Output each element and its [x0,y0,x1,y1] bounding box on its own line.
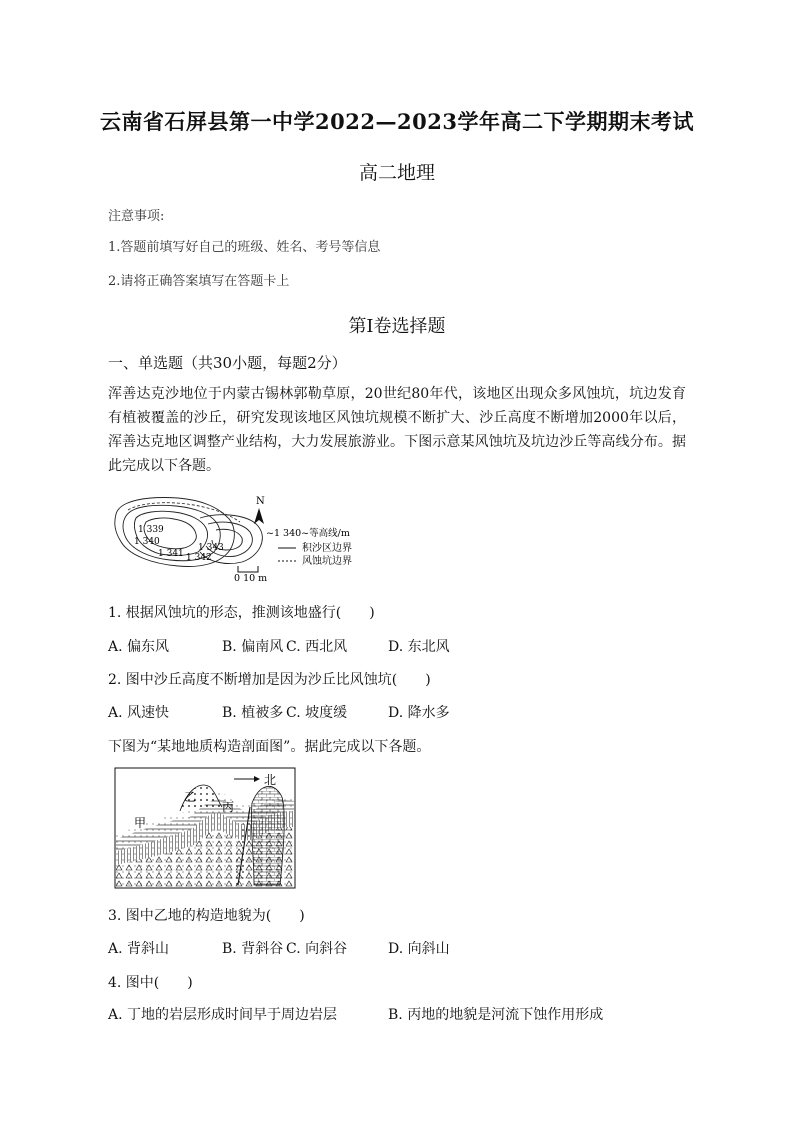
passage-2: 下图为“某地地质构造剖面图”。据此完成以下各题。 [108,739,431,755]
label-jia: 甲 [134,816,147,830]
note-item-1: 1.答题前填写好自己的班级、姓名、考号等信息 [108,240,381,255]
contour-value-1342: 1 342 [186,553,212,563]
q2-option-b[interactable]: B. 植被多 [222,705,284,721]
notes-heading: 注意事项: [108,209,165,224]
section-title: 第Ⅰ卷选择题 [348,316,446,337]
question-4-stem: 4. 图中( ) [108,975,193,991]
legend-contour: ~1 340~等高线/m [266,528,350,539]
q3-option-b[interactable]: B. 背斜谷 [222,941,284,957]
label-bing: 丙 [222,800,235,814]
figure-wind-erosion-pit [108,492,388,582]
question-3-stem: 3. 图中乙地的构造地貌为( ) [108,908,305,924]
exam-subtitle: 高二地理 [358,162,435,184]
q3-option-d[interactable]: D. 向斜山 [388,941,450,957]
note-item-2: 2.请将正确答案填写在答题卡上 [108,274,290,289]
contour-value-1341: 1 341 [158,549,184,559]
q1-option-a[interactable]: A. 偏东风 [108,639,170,655]
legend-dune-boundary: 积沙区边界 [302,543,352,554]
question-2-stem: 2. 图中沙丘高度不断增加是因为沙丘比风蚀坑( ) [108,672,431,688]
figure-geologic-cross-section [114,767,296,889]
q1-option-d[interactable]: D. 东北风 [388,639,450,655]
q4-option-a[interactable]: A. 丁地的岩层形成时间早于周边岩层 [108,1007,338,1023]
q4-option-b[interactable]: B. 丙地的地貌是河流下蚀作用形成 [388,1007,604,1023]
q2-option-c[interactable]: C. 坡度缓 [286,705,348,721]
question-type: 一、单选题（共30小题，每题2分） [108,354,347,372]
exam-title: 云南省石屏县第一中学2022—2023学年高二下学期期末考试 [100,109,694,134]
north-arrow-icon [254,496,265,524]
q3-option-c[interactable]: C. 向斜谷 [286,941,348,957]
contour-value-1339: 1 339 [138,525,164,535]
label-yi: 乙 [184,790,197,804]
direction-north-label: 北 [264,773,277,787]
legend-pit-boundary: 风蚀坑边界 [302,556,352,567]
question-1-stem: 1. 根据风蚀坑的形态，推测该地盛行( ) [108,605,375,621]
q2-option-d[interactable]: D. 降水多 [388,705,450,721]
q2-option-a[interactable]: A. 风速快 [108,705,170,721]
contour-value-1340: 1 340 [134,537,160,547]
svg-text:N: N [256,496,265,507]
q3-option-a[interactable]: A. 背斜山 [108,941,170,957]
passage-1: 浑善达克沙地位于内蒙古锡林郭勒草原，20世纪80年代，该地区出现众多风蚀坑，坑边发育有植被覆盖的沙丘，研究发现该地区风蚀坑规模不断扩大、沙丘高度不断增加2000年以后，浑善达克地区调整产业结构，大力发展旅游业。下图示意某风蚀坑及坑边沙丘等高线分布。据此完成以下各题。 [108,386,686,474]
q1-option-b[interactable]: B. 偏南风 [222,639,284,655]
contour-value-1343: 1 343 [198,543,224,553]
scale-bar: 0 10 m [234,573,268,582]
q1-option-c[interactable]: C. 西北风 [286,639,348,655]
